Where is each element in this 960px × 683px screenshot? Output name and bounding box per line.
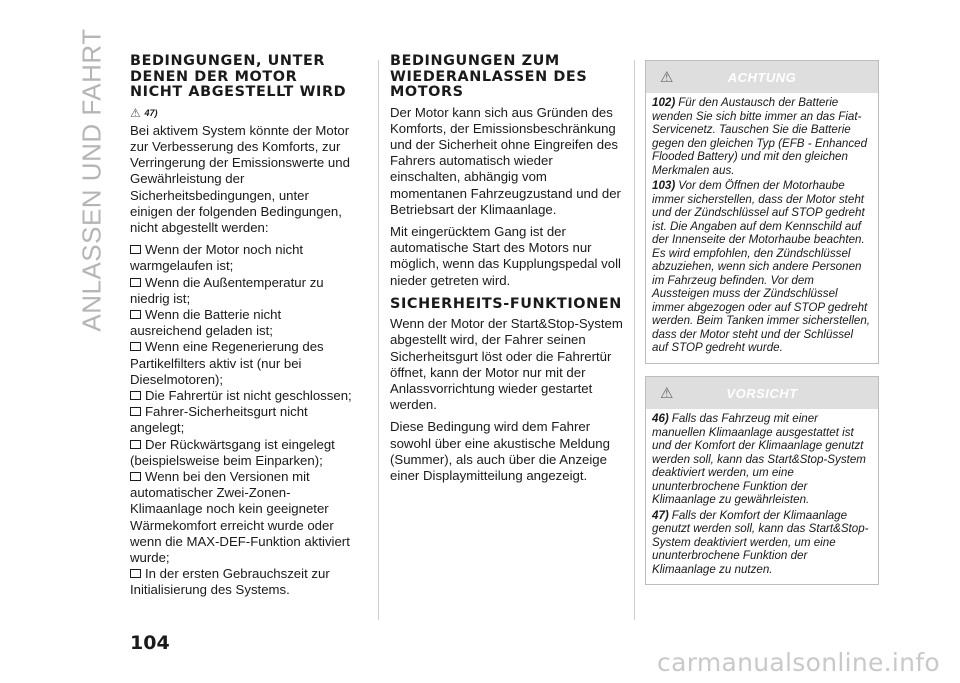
bullet-box-icon [130, 278, 141, 287]
chapter-side-tab [72, 28, 112, 332]
bullet-box-icon [130, 440, 141, 449]
condition-list [130, 242, 352, 598]
column-2 [390, 54, 625, 490]
paragraph: Wenn der Motor der Start&Stop-System abgestellt wird, der Fahrer seinen Sicherheitsgurt löst oder die Fahrertür öffnet, kann der Motor nur mit der Anlassvorrichtung wieder gestartet werden. [390, 316, 623, 413]
notice-item: 102) Für den Austausch der Batterie wenden Sie sich bitte immer an das Fiat-Servicenetz. Tauschen Sie die Batterie gegen den gleichen Typ (EFB - Enhanced Flooded Battery) und mit den gleichen Merkmalen aus. [652, 96, 868, 177]
watermark: carmanualsonline.info [657, 648, 940, 677]
paragraph: Der Motor kann sich aus Gründen des Komforts, der Emissionsbeschränkung und der Sicherheit ohne Eingreifen des Fahrers automatisch wieder einschalten, abhängig vom momentanen Fahrzeugzustand und der Betriebsart der Klimaanlage. [390, 104, 621, 217]
bullet-box-icon [130, 391, 141, 400]
list-item: Wenn die Außentemperatur zu niedrig ist; [130, 274, 324, 306]
list-item: Wenn eine Regenerierung des Partikelfilters aktiv ist (nur bei Dieselmotoren); [130, 339, 324, 387]
bullet-box-icon [130, 407, 141, 416]
list-item: Wenn die Batterie nicht ausreichend geladen ist; [130, 306, 282, 339]
bullet-box-icon [130, 342, 141, 351]
column-divider [378, 60, 379, 620]
bullet-box-icon [130, 310, 141, 319]
section-heading: BEDINGUNGEN ZUM WIEDERANLASSEN DES MOTORS [390, 53, 588, 100]
list-item: Die Fahrertür ist nicht geschlossen; [130, 388, 352, 404]
bullet-box-icon [130, 569, 141, 578]
column-divider [634, 60, 635, 620]
notice-title: ACHTUNG [727, 70, 797, 85]
list-item: Wenn der Motor noch nicht warmgelaufen ist; [130, 242, 304, 274]
notice-body [646, 93, 878, 363]
paragraph: Diese Bedingung wird dem Fahrer sowohl über eine akustische Meldung (Summer), als auch über die Anzeige einer Displaymitteilung angezeigt. [390, 419, 610, 484]
notice-header [646, 61, 878, 93]
bullet-box-icon [130, 245, 141, 254]
notice-item: 46) Falls das Fahrzeug mit einer manuellen Klimaanlage ausgestattet ist und der Komfort der Klimaanlage genutzt werden soll, kann das Start&Stop-System deaktiviert werden, um eine ununterbrochene Funktion der Klimaanlage zu gewährleisten. [652, 412, 866, 506]
notice-title: VORSICHT [726, 386, 798, 401]
bullet-box-icon [130, 472, 141, 481]
vorsicht-box [645, 376, 879, 585]
warning-triangle-icon: ⚠ [130, 105, 141, 120]
reference-marker [130, 105, 352, 121]
list-item: Der Rückwärtsgang ist eingelegt (beispielsweise beim Einparken); [130, 436, 335, 468]
paragraph: Mit eingerücktem Gang ist der automatische Start des Motors nur möglich, wenn das Kupplungspedal voll nieder getreten wird. [390, 223, 621, 288]
list-item: In der ersten Gebrauchszeit zur Initialisierung des Systems. [130, 566, 330, 598]
chapter-title: ANLASSEN UND FAHRT [76, 28, 107, 332]
notice-item: 47) Falls der Komfort der Klimaanlage genutzt werden soll, kann das Start&Stop-System deaktiviert werden, um eine ununterbrochene Funktion der Klimaanlage zu nutzen. [652, 508, 869, 576]
intro-paragraph: Bei aktivem System könnte der Motor zur Verbesserung des Komforts, zur Verringerung der Emissionswerte und Gewährleistung der Sicherheitsbedingungen, unter einigen der folgenden Bedingungen, nicht abgestellt werden: [130, 122, 350, 235]
warning-triangle-icon: ⚠ [660, 69, 674, 86]
list-item: Wenn bei den Versionen mit automatischer Zwei-Zonen-Klimaanlage noch kein geeigneter Wärmekomfort erreicht wurde oder wenn die MAX-DEF-Funktion aktiviert wurde; [130, 468, 350, 565]
notice-body [646, 409, 878, 584]
column-1 [130, 54, 352, 599]
section-heading: BEDINGUNGEN, UNTER DENEN DER MOTOR NICHT ABGESTELLT WIRD [130, 53, 347, 100]
achtung-box [645, 60, 879, 364]
reference-number: 47) [144, 107, 158, 118]
section-heading: SICHERHEITS-FUNKTIONEN [390, 295, 622, 312]
list-item: Fahrer-Sicherheitsgurt nicht angelegt; [130, 404, 308, 436]
notice-header [646, 377, 878, 409]
notice-item: 103) Vor dem Öffnen der Motorhaube immer sicherstellen, dass der Motor steht und der Zündschlüssel auf STOP gedreht ist. Die Angaben auf dem Kennschild auf der Innenseite der Motorhaube beachten. Es wird empfohlen, den Zündschlüssel abzuziehen, wenn sich andere Personen im Fahrzeug befinden. Vor dem Aussteigen muss der Zündschlüssel immer abgezogen oder auf STOP gedreht werden. Beim Tanken immer sicherstellen, dass der Motor steht und der Schlüssel auf STOP gedreht wurde. [652, 179, 871, 354]
page-number: 104 [130, 632, 170, 654]
caution-triangle-icon: ⚠ [660, 385, 674, 402]
